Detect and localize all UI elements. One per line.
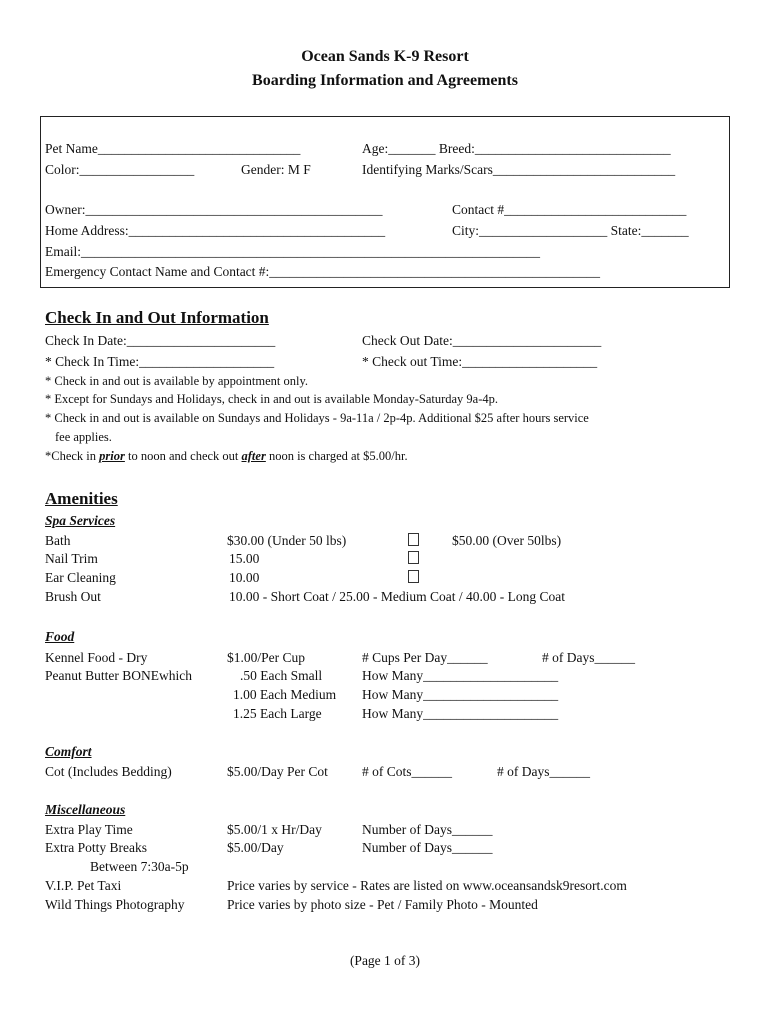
city-state-field[interactable]: City:___________________ State:_______	[452, 223, 689, 238]
extra-play-label: Extra Play Time	[45, 822, 133, 837]
photography-label: Wild Things Photography	[45, 897, 185, 912]
cot-days-field[interactable]: # of Days______	[497, 764, 590, 779]
spa-services-heading: Spa Services	[45, 513, 116, 528]
emergency-contact-field[interactable]: Emergency Contact Name and Contact #:_________________________________________________	[45, 264, 601, 279]
bath-checkbox[interactable]	[408, 533, 419, 549]
bath-label: Bath	[45, 533, 71, 548]
food-heading: Food	[45, 629, 75, 644]
pet-taxi-price: Price varies by service - Rates are listed on www.oceansandsk9resort.com	[227, 878, 627, 893]
ear-cleaning-label: Ear Cleaning	[45, 570, 116, 585]
check-note-1: * Check in and out is available by appointment only.	[45, 374, 309, 388]
check-out-time-field[interactable]: * Check out Time:____________________	[362, 354, 598, 369]
check-note-4-prior: prior	[99, 449, 125, 463]
how-many-large-field[interactable]: How Many____________________	[362, 706, 559, 721]
checkbox-icon	[408, 570, 419, 583]
extra-play-price: $5.00/1 x Hr/Day	[227, 822, 322, 837]
extra-potty-price: $5.00/Day	[227, 840, 284, 855]
age-breed-field[interactable]: Age:_______ Breed:_____________________________	[362, 141, 671, 156]
food-days-field[interactable]: # of Days______	[542, 650, 635, 665]
ear-cleaning-checkbox[interactable]	[408, 570, 419, 586]
nail-trim-checkbox[interactable]	[408, 551, 419, 567]
check-info-heading: Check In and Out Information	[45, 308, 269, 327]
check-note-3: * Check in and out is available on Sundays and Holidays - 9a-11a / 2p-4p. Additional $25 after hours service	[45, 411, 589, 425]
cot-label: Cot (Includes Bedding)	[45, 764, 172, 779]
nail-trim-label: Nail Trim	[45, 551, 98, 566]
extra-potty-label: Extra Potty Breaks	[45, 840, 147, 855]
comfort-heading: Comfort	[45, 744, 92, 759]
checkbox-icon	[408, 551, 419, 564]
contact-field[interactable]: Contact #___________________________	[452, 202, 687, 217]
bath-price: $30.00 (Under 50 lbs)	[227, 533, 347, 548]
peanut-medium-price: 1.00 Each Medium	[233, 687, 337, 702]
bath-over-price: $50.00 (Over 50lbs)	[452, 533, 562, 548]
check-note-4	[45, 449, 408, 464]
document-title: Ocean Sands K-9 Resort	[301, 48, 469, 65]
misc-heading: Miscellaneous	[45, 802, 126, 817]
kennel-food-label: Kennel Food - Dry	[45, 650, 148, 665]
cups-per-day-field[interactable]: # Cups Per Day______	[362, 650, 488, 665]
email-field[interactable]: Email:____________________________________________________________________	[45, 244, 540, 259]
peanut-small-price: .50 Each Small	[240, 668, 323, 683]
peanut-butter-label: Peanut Butter BONEwhich	[45, 668, 192, 683]
how-many-medium-field[interactable]: How Many____________________	[362, 687, 559, 702]
identifying-marks-field[interactable]: Identifying Marks/Scars___________________________	[362, 162, 676, 177]
extra-potty-days-field[interactable]: Number of Days______	[362, 840, 493, 855]
home-address-field[interactable]: Home Address:______________________________________	[45, 223, 386, 238]
check-note-4-text-b: to noon and check out	[124, 449, 242, 463]
color-field[interactable]: Color:_________________	[45, 162, 195, 177]
pet-taxi-label: V.I.P. Pet Taxi	[45, 878, 122, 893]
brush-out-price: 10.00 - Short Coat / 25.00 - Medium Coat / 40.00 - Long Coat	[229, 589, 565, 604]
checkbox-icon	[408, 533, 419, 546]
potty-hours-label: Between 7:30a-5p	[90, 859, 189, 874]
check-in-date-field[interactable]: Check In Date:______________________	[45, 333, 276, 348]
owner-field[interactable]: Owner:____________________________________________	[45, 202, 383, 217]
check-out-date-field[interactable]: Check Out Date:______________________	[362, 333, 602, 348]
kennel-food-price: $1.00/Per Cup	[227, 650, 306, 665]
photography-price: Price varies by photo size - Pet / Family Photo - Mounted	[227, 897, 538, 912]
document-subtitle: Boarding Information and Agreements	[252, 72, 518, 89]
how-many-small-field[interactable]: How Many____________________	[362, 668, 559, 683]
brush-out-label: Brush Out	[45, 589, 101, 604]
check-note-4-after: after	[241, 449, 266, 463]
ear-cleaning-price: 10.00	[229, 570, 260, 585]
page-number: (Page 1 of 3)	[349, 953, 421, 968]
check-note-3-continued: fee applies.	[55, 430, 112, 444]
pet-name-field[interactable]: Pet Name______________________________	[45, 141, 301, 156]
extra-play-days-field[interactable]: Number of Days______	[362, 822, 493, 837]
peanut-large-price: 1.25 Each Large	[233, 706, 322, 721]
cot-price: $5.00/Day Per Cot	[227, 764, 328, 779]
check-note-4-text-c: noon is charged at $5.00/hr.	[265, 449, 408, 463]
check-note-4-text-a: *Check in	[45, 449, 100, 463]
cots-count-field[interactable]: # of Cots______	[362, 764, 453, 779]
check-in-time-field[interactable]: * Check In Time:____________________	[45, 354, 275, 369]
check-note-2: * Except for Sundays and Holidays, check in and out is available Monday-Saturday 9a-4p.	[45, 392, 499, 406]
nail-trim-price: 15.00	[229, 551, 260, 566]
gender-field[interactable]: Gender: M F	[241, 162, 311, 177]
amenities-heading: Amenities	[45, 489, 118, 508]
